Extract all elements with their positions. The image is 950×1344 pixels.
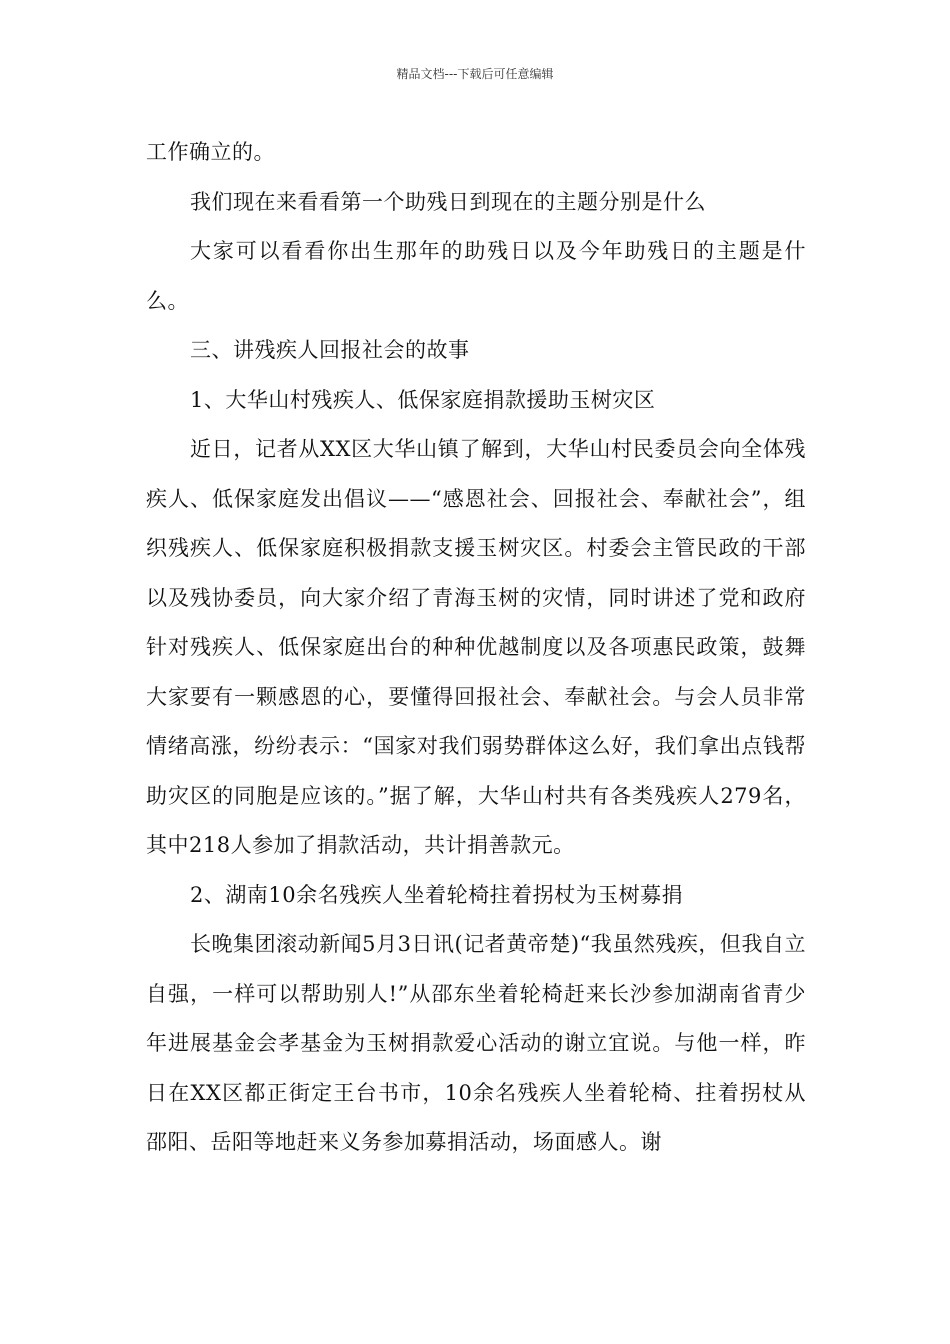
subsection-heading: 1、大华山村残疾人、低保家庭捐款援助玉树灾区 <box>190 387 656 412</box>
document-body <box>146 128 806 1168</box>
subsection-heading: 2、湖南10余名残疾人坐着轮椅拄着拐杖为玉树募捐 <box>190 882 684 907</box>
paragraph: 近日，记者从XX区大华山镇了解到，大华山村民委员会向全体残疾人、低保家庭发出倡议——“感恩社会、回报社会、奉献社会”，组织残疾人、低保家庭积极捐款支援玉树灾区。村委会主管民政的干部以及残协委员，向大家介绍了青海玉树的灾情，同时讲述了党和政府针对残疾人、低保家庭出台的种种优越制度以及各项惠民政策，鼓舞大家要有一颗感恩的心，要懂得回报社会、奉献社会。与会人员非常情绪高涨，纷纷表示：“国家对我们弱势群体这么好，我们拿出点钱帮助灾区的同胞是应该的。”据了解，大华山村共有各类残疾人279名，其中218人参加了捐款活动，共计捐善款元。 <box>146 437 806 857</box>
paragraph: 长晚集团滚动新闻5月3日讯(记者黄帝楚)“我虽然残疾，但我自立自强，一样可以帮助别人!”从邵东坐着轮椅赶来长沙参加湖南省青少年进展基金会孝基金为玉树捐款爱心活动的谢立宜说。与他一样，昨日在XX区都正街定王台书市，10余名残疾人坐着轮椅、拄着拐杖从邵阳、岳阳等地赶来义务参加募捐活动，场面感人。谢 <box>146 932 806 1154</box>
paragraph: 我们现在来看看第一个助残日到现在的主题分别是什么 <box>190 189 706 214</box>
section-heading: 三、讲残疾人回报社会的故事 <box>190 338 470 362</box>
page-header: 精品文档---下载后可任意编辑 <box>396 67 554 81</box>
paragraph: 工作确立的。 <box>146 140 275 164</box>
paragraph: 大家可以看看你出生那年的助残日以及今年助残日的主题是什么。 <box>146 239 806 313</box>
